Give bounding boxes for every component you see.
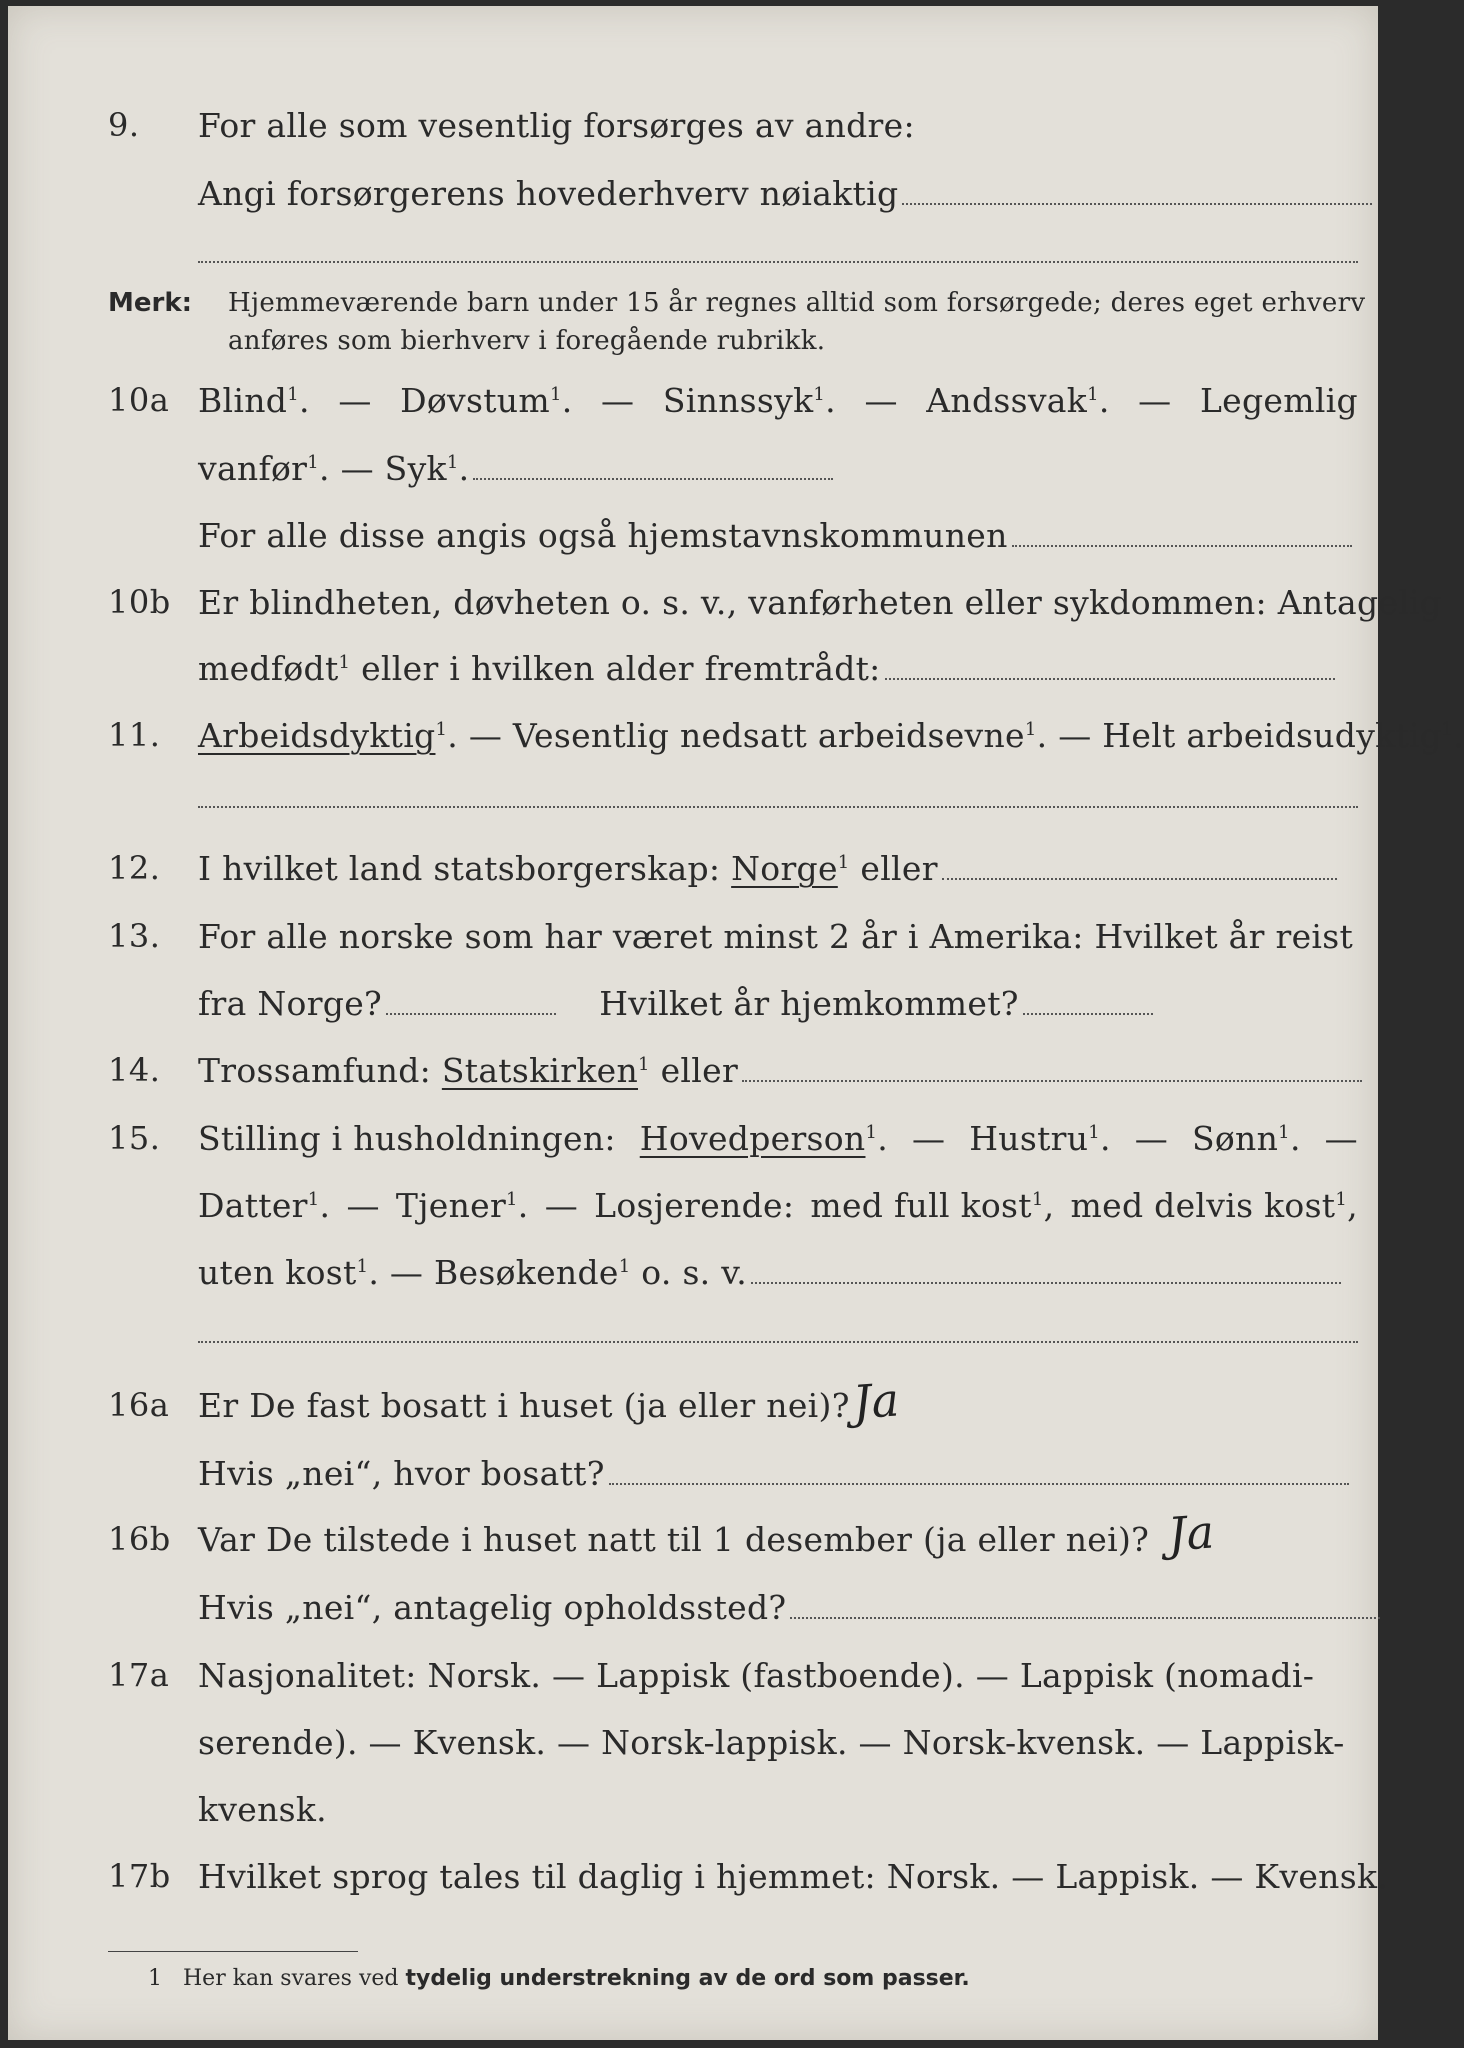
q16a-line2: Hvis „nei“, hvor bosatt? (198, 1454, 1349, 1493)
footnote-strong: tydelig understrekning av de ord som passer. (405, 1966, 970, 1991)
answer-line[interactable] (790, 1616, 1380, 1619)
q16b-line1: Var De tilstede i huset natt til 1 desember (ja eller nei)? (198, 1520, 1150, 1559)
q10a-line2: vanfør$^1$. — Syk$^1$. (198, 449, 833, 488)
q11-line: Arbeidsdyktig$^1$. — Vesentlig nedsatt arbeidsevne$^1$. — Helt arbeidsudyktig$^1$. (198, 716, 1464, 755)
q17a-line1: Nasjonalitet: Norsk. — Lappisk (fastboende). — Lappisk (nomadi- (198, 1656, 1315, 1695)
merk-line2: anføres som bierhverv i foregående rubrikk. (228, 326, 826, 356)
q9-number: 9. (108, 106, 140, 144)
q10a-number: 10a (108, 381, 170, 419)
q9-line2-text: Angi forsørgerens hovederhverv nøiaktig (198, 174, 899, 213)
q17b-line1: Hvilket sprog tales til daglig i hjemmet: Norsk. — Lappisk. — Kvensk. (198, 1857, 1389, 1896)
census-form-page (8, 6, 1464, 2040)
q15-number: 15. (108, 1119, 161, 1157)
q17a-number: 17a (108, 1656, 170, 1694)
answer-line[interactable] (751, 1281, 1341, 1284)
footnote (148, 1966, 970, 1991)
q10a-andssvak: Andssvak$^1$. (926, 381, 1110, 420)
q11-number: 11. (108, 716, 161, 754)
q9-line1: For alle som vesentlig forsørges av andre: (198, 106, 915, 145)
footnote-rule (108, 1951, 358, 1952)
q9-line2 (198, 174, 1372, 213)
q13-number: 13. (108, 917, 161, 955)
q10b-line1: Er blindheten, døvheten o. s. v., vanførheten eller sykdommen: Antagelig (198, 583, 1442, 622)
footnote-text: Her kan svares ved (182, 1966, 399, 1991)
q10b-number: 10b (108, 583, 171, 621)
q16b-handwritten-answer: Ja (1166, 1504, 1216, 1562)
q10a-dovstum: Døvstum$^1$. (400, 381, 573, 420)
q15-line3: uten kost$^1$. — Besøkende$^1$ o. s. v. (198, 1253, 1341, 1292)
q12-number: 12. (108, 849, 161, 887)
q17a-line2: serende). — Kvensk. — Norsk-lappisk. — Norsk-kvensk. — Lappisk- (198, 1723, 1345, 1762)
q16a-line1: Er De fast bosatt i huset (ja eller nei)? (198, 1386, 850, 1425)
q17a-line3: kvensk. (198, 1790, 327, 1829)
merk-label: Merk: (108, 288, 193, 318)
answer-line[interactable] (386, 1012, 556, 1015)
q10b-line2: medfødt$^1$ eller i hvilken alder fremtrådt: (198, 649, 1335, 688)
q15-line2: Datter$^1$. — Tjener$^1$. — Losjerende: med full kost$^1$, med delvis kost$^1$, (198, 1186, 1358, 1225)
q16a-number: 16a (108, 1386, 170, 1424)
merk-line1: Hjemmeværende barn under 15 år regnes alltid som forsørgede; deres eget erhverv (228, 288, 1366, 318)
q16b-line2: Hvis „nei“, antagelig opholdssted? (198, 1588, 1380, 1627)
q13-line2: fra Norge? Hvilket år hjemkommet? (198, 984, 1153, 1023)
answer-line[interactable] (885, 677, 1335, 680)
answer-line[interactable] (609, 1482, 1349, 1485)
q10a-sinnssyk: Sinnssyk$^1$. (662, 381, 836, 420)
q14-statskirken-underlined: Statskirken (441, 1051, 639, 1090)
q12-line: I hvilket land statsborgerskap: Norge$^1$ eller (198, 849, 1337, 888)
answer-line[interactable] (473, 477, 833, 480)
answer-line-full[interactable] (198, 1341, 1358, 1343)
q15-hovedperson-underlined: Hovedperson (639, 1119, 866, 1158)
q10a-blind: Blind$^1$. (198, 381, 310, 420)
q14-line: Trossamfund: Statskirken$^1$ eller (198, 1051, 1362, 1090)
q12-norge-underlined: Norge (731, 849, 838, 888)
q15-line1: Stilling i husholdningen: Hovedperson$^1$. — Hustru$^1$. — Sønn$^1$. — (198, 1119, 1358, 1158)
q11-arbeidsdyktig-underlined: Arbeidsdyktig (198, 716, 436, 755)
answer-line[interactable] (1012, 544, 1352, 547)
q13-line1: For alle norske som har været minst 2 år i Amerika: Hvilket år reist (198, 917, 1354, 956)
answer-line[interactable] (1023, 1012, 1153, 1015)
q10a-legemlig: Legemlig (1199, 381, 1358, 420)
q14-number: 14. (108, 1051, 161, 1089)
answer-line[interactable] (742, 1079, 1362, 1082)
footnote-mark: 1 (148, 1966, 162, 1991)
answer-line[interactable] (942, 877, 1337, 880)
q16b-number: 16b (108, 1520, 171, 1558)
answer-line[interactable] (902, 202, 1372, 205)
q16a-handwritten-answer: Ja (851, 1372, 901, 1430)
answer-line-full[interactable] (198, 261, 1358, 263)
q17b-number: 17b (108, 1857, 171, 1895)
answer-line-full[interactable] (198, 806, 1358, 808)
q10a-line3: For alle disse angis også hjemstavnskommunen (198, 516, 1352, 555)
q10a-line1: Blind$^1$. — Døvstum$^1$. — Sinnssyk$^1$. — Andssvak$^1$. — Legemlig (198, 381, 1358, 420)
